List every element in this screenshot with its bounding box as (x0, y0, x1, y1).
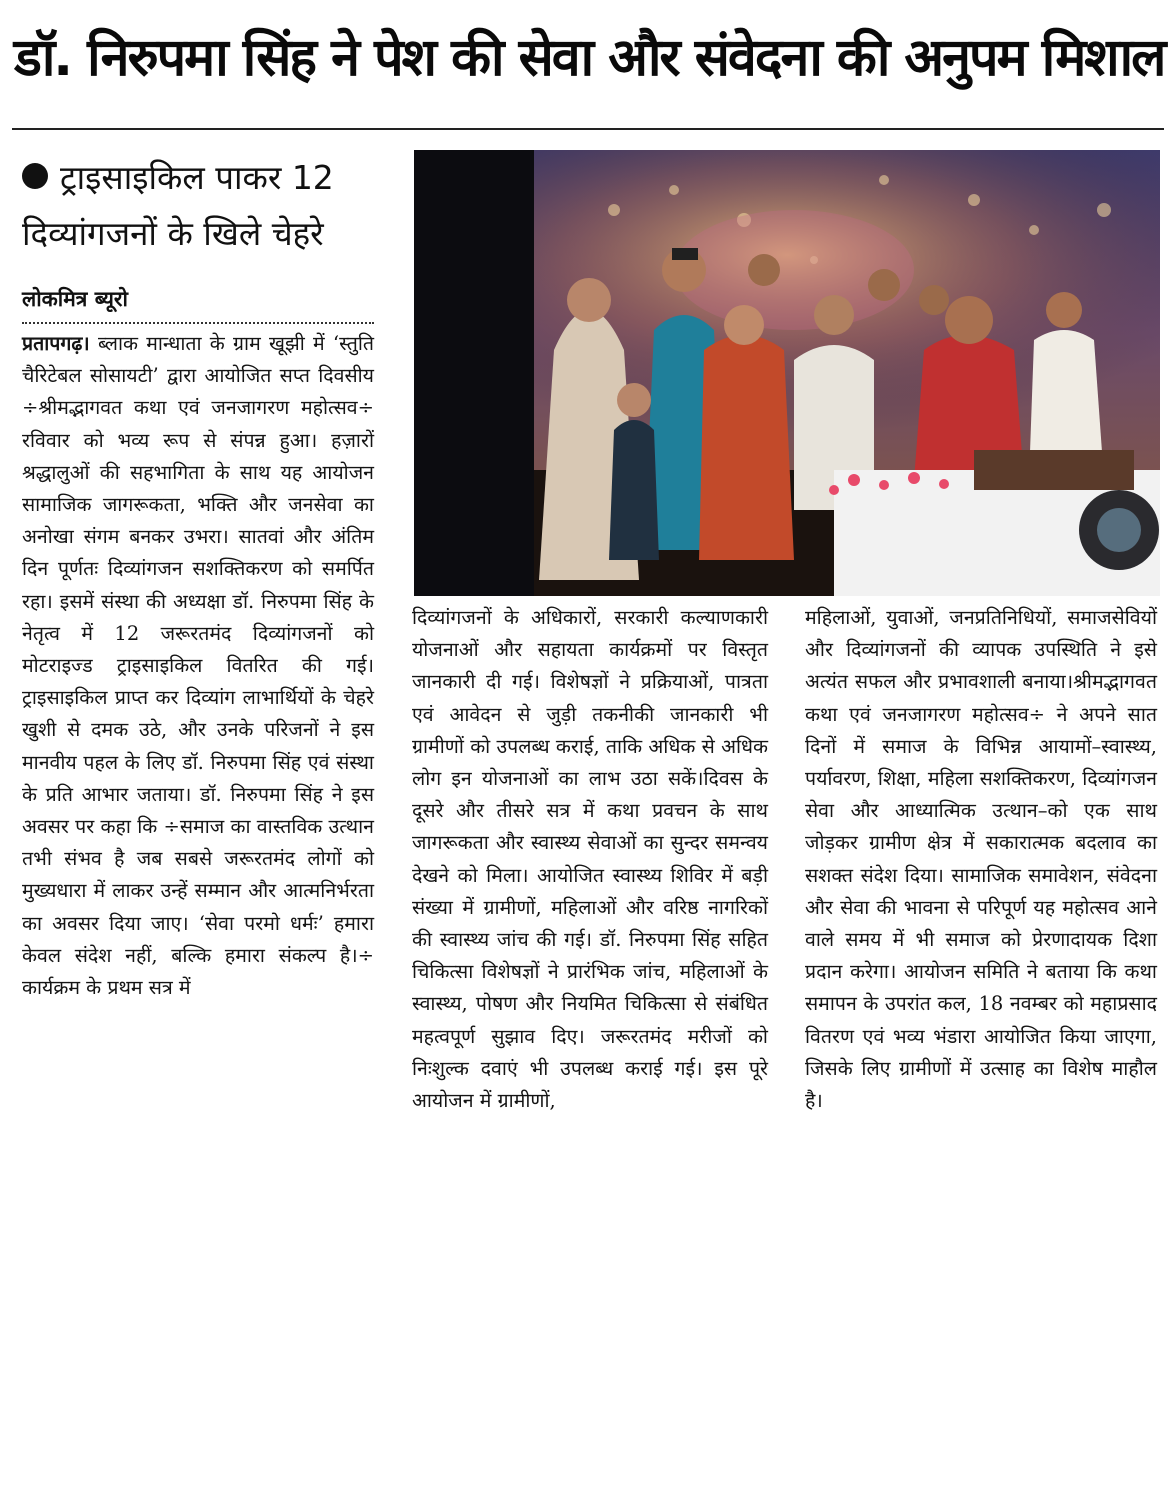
headline-rule (12, 128, 1164, 130)
byline-divider (22, 322, 374, 324)
headline: डॉ. निरुपमा सिंह ने पेश की सेवा और संवेदना की अनुपम मिशाल (14, 28, 1165, 88)
subheadline-text: ट्राइसाइकिल पाकर 12 दिव्यांगजनों के खिले चेहरे (22, 158, 334, 253)
event-photo-illustration (414, 150, 1160, 596)
article-column-3 (805, 602, 1157, 1117)
bullet-icon (22, 163, 48, 189)
article-column-2 (412, 602, 768, 1117)
dateline: प्रतापगढ़। (22, 332, 90, 355)
column-3-text: महिलाओं, युवाओं, जनप्रतिनिधियों, समाजसेवियों और दिव्यांगजनों की व्यापक उपस्थिति ने इसे अत्यंत सफल और प्रभावशाली बनाया।श्रीमद्भागवत कथा एवं जनजागरण महोत्सव÷ ने अपने सात दिनों में समाज के विभिन्न आयामों–स्वास्थ्य, पर्यावरण, शिक्षा, महिला सशक्तिकरण, दिव्यांगजन सेवा और आध्यात्मिक उत्थान–को एक साथ जोड़कर ग्रामीण क्षेत्र में सकारात्मक बदलाव का सशक्त संदेश दिया। सामाजिक समावेशन, संवेदना और सेवा की भावना से परिपूर्ण यह महोत्सव आने वाले समय में भी समाज को प्रेरणादायक दिशा प्रदान करेगा। आयोजन समिति ने बताया कि कथा समापन के उपरांत कल, 18 नवम्बर को महाप्रसाद वितरण एवं भव्य भंडारा आयोजित किया जाएगा, जिसके लिए ग्रामीणों में उत्साह का विशेष माहौल है। (805, 606, 1157, 1113)
article-column-1 (22, 328, 374, 1004)
byline: लोकमित्र ब्यूरो (22, 287, 128, 311)
column-1-text: ब्लाक मान्धाता के ग्राम खूझी में ‘स्तुति चैरिटेबल सोसायटी’ द्वारा आयोजित सप्त दिवसीय ÷श्रीमद्भागवत कथा एवं जनजागरण महोत्सव÷ रविवार को भव्य रूप से संपन्न हुआ। हज़ारों श्रद्धालुओं की सहभागिता के साथ यह आयोजन सामाजिक जागरूकता, भक्ति और जनसेवा का अनोखा संगम बनकर उभरा। सातवां और अंतिम दिन पूर्णतः दिव्यांगजन सशक्तिकरण को समर्पित रहा। इसमें संस्था की अध्यक्षा डॉ. निरुपमा सिंह के नेतृत्व में 12 जरूरतमंद दिव्यांगजनों को मोटराइज्ड ट्राइसाइकिल वितरित की गई। ट्राइसाइकिल प्राप्त कर दिव्यांग लाभार्थियों के चेहरे खुशी से दमक उठे, और उनके परिजनों ने इस मानवीय पहल के लिए डॉ. निरुपमा सिंह एवं संस्था के प्रति आभार जताया। डॉ. निरुपमा सिंह ने इस अवसर पर कहा कि ÷समाज का वास्तविक उत्थान तभी संभव है जब सबसे जरूरतमंद लोगों को मुख्यधारा में लाकर उन्हें सम्मान और आत्मनिर्भरता का अवसर दिया जाए। ‘सेवा परमो धर्मः’ हमारा केवल संदेश नहीं, बल्कि हमारा संकल्प है।÷ कार्यक्रम के प्रथम सत्र में (22, 332, 374, 1000)
event-photo (414, 150, 1160, 596)
subheadline (22, 150, 382, 262)
column-2-text: दिव्यांगजनों के अधिकारों, सरकारी कल्याणकारी योजनाओं और सहायता कार्यक्रमों पर विस्तृत जानकारी दी गई। विशेषज्ञों ने प्रक्रियाओं, पात्रता एवं आवेदन से जुड़ी तकनीकी जानकारी भी ग्रामीणों को उपलब्ध कराई, ताकि अधिक से अधिक लोग इन योजनाओं का लाभ उठा सकें।दिवस के दूसरे और तीसरे सत्र में कथा प्रवचन के साथ जागरूकता और स्वास्थ्य सेवाओं का सुन्दर समन्वय देखने को मिला। आयोजित स्वास्थ्य शिविर में बड़ी संख्या में ग्रामीणों, महिलाओं और वरिष्ठ नागरिकों की स्वास्थ्य जांच की गई। डॉ. निरुपमा सिंह सहित चिकित्सा विशेषज्ञों ने प्रारंभिक जांच, महिलाओं के स्वास्थ्य, पोषण और नियमित चिकित्सा से संबंधित महत्वपूर्ण सुझाव दिए। जरूरतमंद मरीजों को निःशुल्क दवाएं भी उपलब्ध कराई गई। इस पूरे आयोजन में ग्रामीणों, (412, 606, 768, 1113)
